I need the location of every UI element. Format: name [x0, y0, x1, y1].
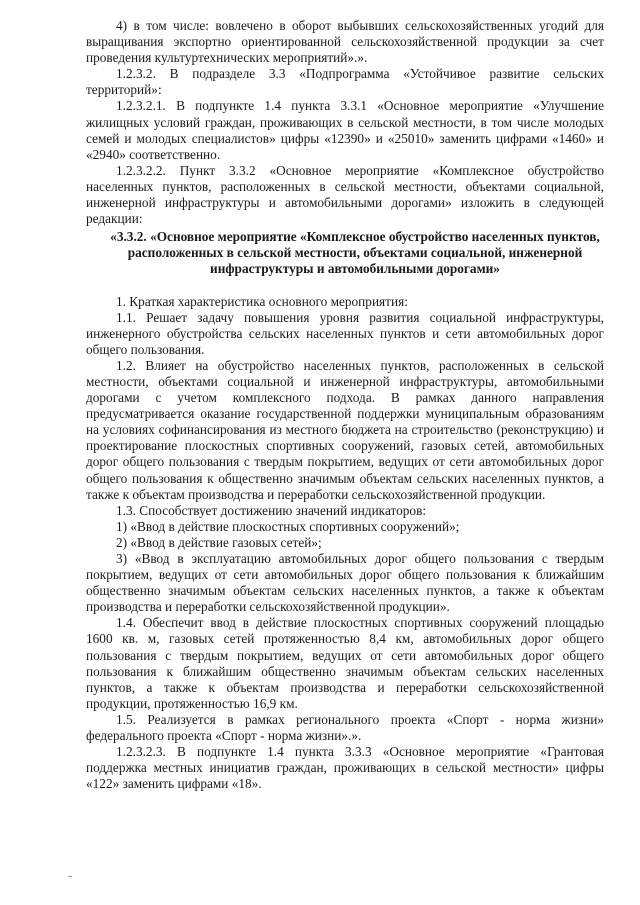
list-item: 3) «Ввод в эксплуатацию автомобильных дорог общего пользования с твердым покрытием, ведущих от сети автомобильных дорог общего пользования к ближайшим общественно значимым объектам сельских населенных пунктов, а также к объектам производства и переработки сельскохозяйственной продукции». — [86, 551, 604, 615]
document-page — [86, 18, 604, 792]
paragraph: 1.1. Решает задачу повышения уровня развития социальной инфраструктуры, инженерного обустройства сельских населенных пунктов и сети автомобильных дорог общего пользования. — [86, 309, 604, 357]
list-item: 1) «Ввод в действие плоскостных спортивных сооружений»; — [116, 518, 460, 534]
paragraph: 1. Краткая характеристика основного мероприятия: — [116, 293, 408, 309]
section-heading: «3.3.2. «Основное мероприятие «Комплексное обустройство населенных пунктов, расположенных в сельской местности, объектами социальной, инженерной инфраструктуры и автомобильными дорогами» — [110, 229, 600, 277]
paragraph: 1.5. Реализуется в рамках регионального проекта «Спорт - норма жизни» федерального проекта «Спорт - норма жизни».». — [86, 711, 604, 744]
paragraph: 4) в том числе: вовлечено в оборот выбывших сельскохозяйственных угодий для выращивания экспортно ориентированной сельскохозяйственной продукции за счет проведения культуртехнических мероприятий».». — [86, 18, 604, 66]
paragraph: 1.2.3.2.2. Пункт 3.3.2 «Основное мероприятие «Комплексное обустройство населенных пунктов, расположенных в сельской местности, объектами социальной, инженерной инфраструктуры и автомобильными дорогами» изложить в следующей редакции: — [86, 162, 604, 227]
paragraph: 1.2.3.2.1. В подпункте 1.4 пункта 3.3.1 «Основное мероприятие «Улучшение жилищных условий граждан, проживающих в сельской местности, в том числе молодых семей и молодых специалистов» цифры «12390» и «25010» заменить цифрами «1460» и «2940» соответственно. — [86, 98, 604, 162]
list-item: 2) «Ввод в действие газовых сетей»; — [116, 534, 322, 550]
paragraph: 1.2. Влияет на обустройство населенных пунктов, расположенных в сельской местности, объектами социальной и инженерной инфраструктуры, автомобильными дорогами с учетом комплексного подхода. В рамках данного направления предусматривается оказание государственной поддержки муниципальным образованиям на условиях софинансирования из местного бюджета на строительство (реконструкцию) и проектирование плоскостных спортивных сооружений, газовых сетей, автомобильных дорог общего пользования с твердым покрытием, ведущих от сети автомобильных дорог общего пользования к общественно значимым объектам сельских населенных пунктов, а также к объектам производства и переработки сельскохозяйственной продукции. — [86, 357, 604, 502]
paragraph: 1.4. Обеспечит ввод в действие плоскостных спортивных сооружений площадью 1600 кв. м, газовых сетей протяженностью 8,4 км, автомобильных дорог общего пользования с твердым покрытием, ведущих от сети автомобильных дорог общего пользования к ближайшим общественно значимым объектам сельских населенных пунктов, а также к объектам производства и переработки сельскохозяйственной продукции, протяженностью 16,9 км. — [86, 615, 604, 711]
paragraph: 1.3. Способствует достижению значений индикаторов: — [116, 502, 427, 518]
paragraph: 1.2.3.2.3. В подпункте 1.4 пункта 3.3.3 «Основное мероприятие «Грантовая поддержка местных инициатив граждан, проживающих в сельской местности» цифры «122» заменить цифрами «18». — [86, 744, 604, 792]
scan-mark — [68, 876, 72, 877]
paragraph: 1.2.3.2. В подразделе 3.3 «Подпрограмма «Устойчивое развитие сельских территорий»: — [86, 66, 604, 98]
